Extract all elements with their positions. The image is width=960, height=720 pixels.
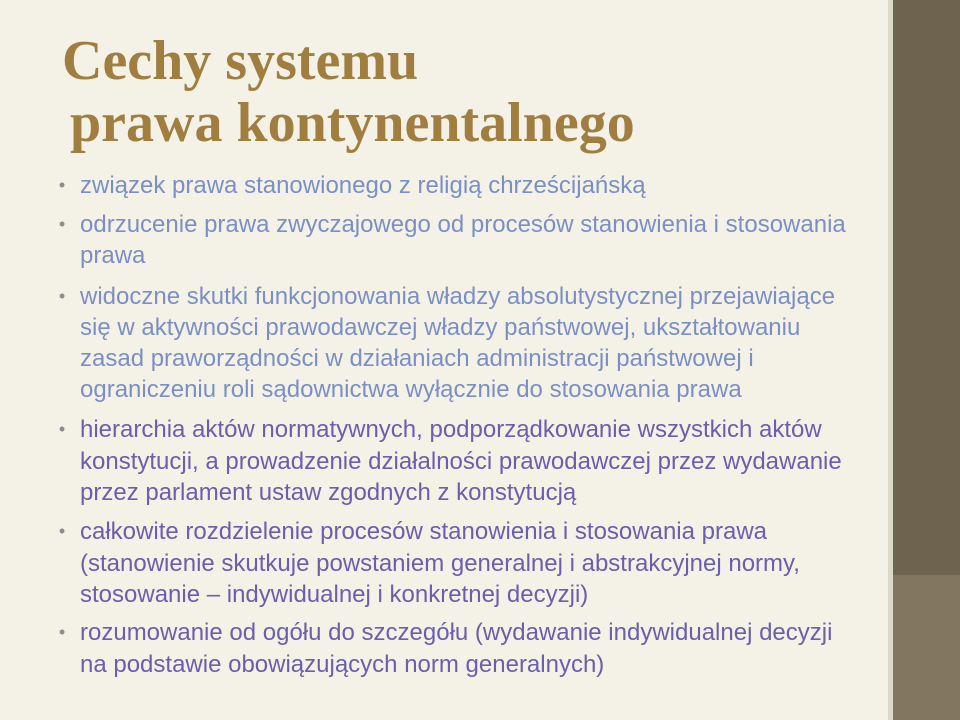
bullet-text	[80, 209, 846, 271]
bullet-dot-icon: •	[58, 521, 66, 541]
bullet-dot-icon: •	[58, 286, 66, 306]
title-line-2: prawa kontynentalnego	[70, 92, 635, 154]
bullet-text-line: widoczne skutki funkcjonowania władzy absolutystycznej przejawiające	[80, 283, 836, 310]
bullet-text-line: zasad praworządności w działaniach administracji państwowej i	[80, 345, 754, 372]
bullet-text-line: się w aktywności prawodawczej władzy państwowej, ukształtowaniu	[80, 314, 801, 341]
bullet-text-line: na podstawie obowiązujących norm generalnych)	[80, 650, 605, 678]
slide-title	[62, 30, 635, 154]
bullet-text-line: przez parlament ustaw zgodnych z konstytucją	[80, 479, 577, 506]
bullet-text	[80, 170, 646, 201]
bullet-text-line: (stanowienie skutkuje powstaniem generalnej i abstrakcyjnej normy,	[80, 549, 800, 577]
bullet-text	[80, 617, 832, 680]
bullet-dot-icon: •	[58, 214, 66, 234]
bullet-text-line: hierarchia aktów normatywnych, podporządkowanie wszystkich aktów	[80, 416, 822, 443]
bullet-text-line: stosowanie – indywidualnej i konkretnej decyzji)	[80, 581, 589, 608]
bullet-text-line: rozumowanie od ogółu do szczegółu (wydawanie indywidualnej decyzji	[80, 619, 833, 646]
bullet-text-line: prawa	[80, 242, 146, 269]
bullet-text-line: odrzucenie prawa zwyczajowego od procesów stanowienia i stosowania	[80, 211, 846, 238]
bullet-text-line: konstytucji, a prowadzenie działalności prawodawczej przez wydawanie	[80, 447, 842, 475]
bullet-text-line: związek prawa stanowionego z religią chrześcijańską	[80, 172, 646, 199]
title-line-1: Cechy systemu	[62, 30, 419, 92]
bullet-text	[80, 414, 842, 509]
bullet-text	[80, 516, 800, 611]
bullet-dot-icon: •	[58, 622, 66, 642]
bullet-dot-icon: •	[58, 419, 66, 439]
side-strip	[893, 0, 960, 720]
bullet-text-line: całkowite rozdzielenie procesów stanowienia i stosowania prawa	[80, 518, 768, 545]
bullet-text	[80, 281, 835, 405]
bullet-text-line: ograniczeniu roli sądownictwa wyłącznie do stosowania prawa	[80, 376, 742, 403]
bullet-dot-icon: •	[58, 175, 66, 195]
